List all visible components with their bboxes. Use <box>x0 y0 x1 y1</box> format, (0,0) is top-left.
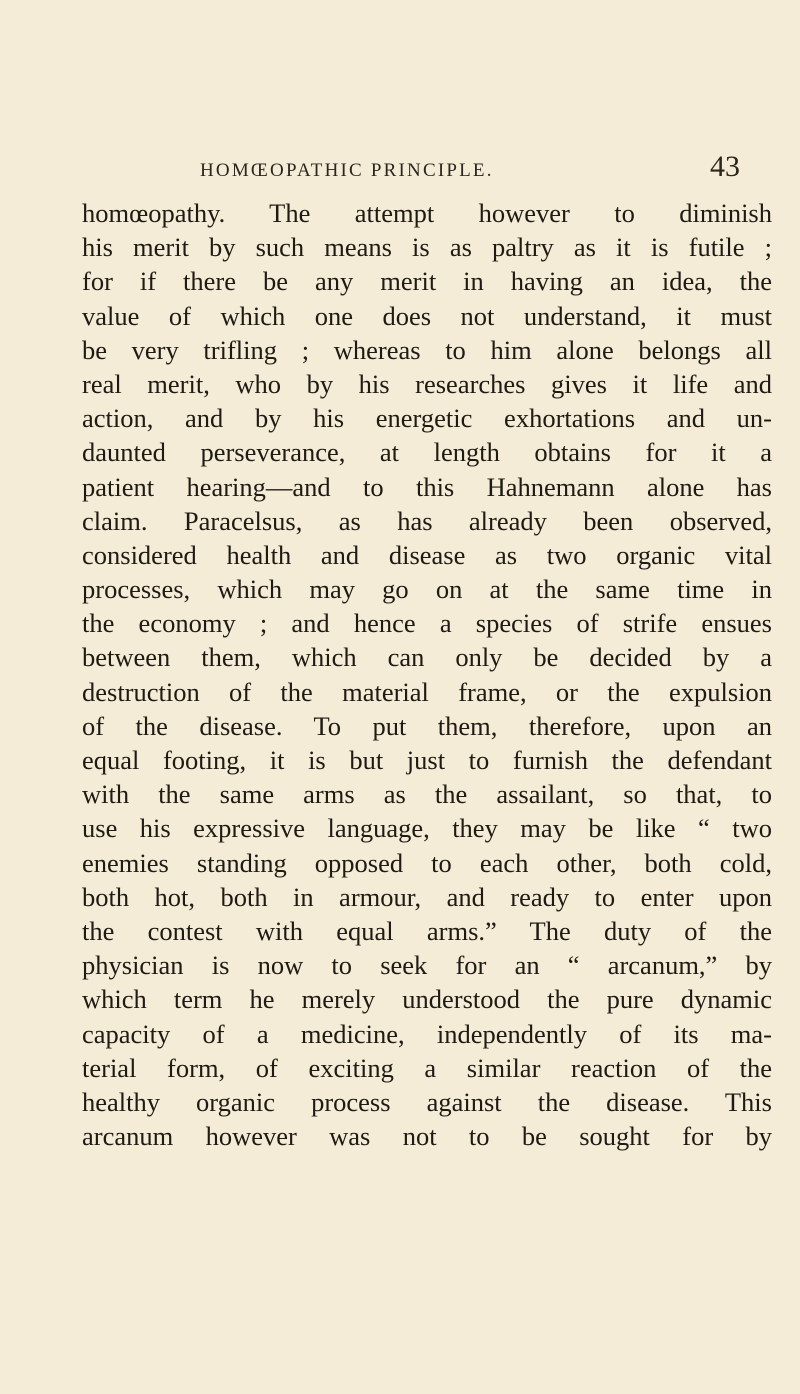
text-line: healthy organic process against the disease. This <box>82 1086 772 1117</box>
text-line: arcanum however was not to be sought for by <box>82 1121 772 1152</box>
text-line: action, and by his energetic exhortations and un- <box>82 403 772 434</box>
text-line: be very trifling ; whereas to him alone belongs all <box>82 334 772 365</box>
text-line: daunted perseverance, at length obtains for it a <box>82 437 772 468</box>
text-line: considered health and disease as two organic vital <box>82 539 772 570</box>
text-line: with the same arms as the assailant, so that, to <box>82 779 772 810</box>
text-line: destruction of the material frame, or the expulsion <box>82 676 772 707</box>
text-line: of the disease. To put them, therefore, upon an <box>82 710 772 741</box>
page-number: 43 <box>710 150 740 183</box>
text-line: physician is now to seek for an “ arcanum,” by <box>82 950 772 981</box>
text-line: his merit by such means is as paltry as it is futile ; <box>82 232 772 263</box>
text-line: terial form, of exciting a similar reaction of the <box>82 1052 772 1083</box>
text-line: real merit, who by his researches gives it life and <box>82 368 772 399</box>
running-head <box>0 150 800 198</box>
text-line: use his expressive language, they may be like “ two <box>82 813 772 844</box>
text-line: which term he merely understood the pure dynamic <box>82 984 772 1015</box>
text-line: between them, which can only be decided by a <box>82 642 772 673</box>
text-line: value of which one does not understand, it must <box>82 300 772 331</box>
running-title: HOMŒOPATHIC PRINCIPLE. <box>200 160 494 181</box>
text-line: homœopathy. The attempt however to diminish <box>82 198 772 228</box>
text-line: the contest with equal arms.” The duty of the <box>82 915 772 946</box>
text-line: the economy ; and hence a species of strife ensues <box>82 608 772 639</box>
text-line: enemies standing opposed to each other, both cold, <box>82 847 772 878</box>
text-line: processes, which may go on at the same time in <box>82 574 772 605</box>
text-line: patient hearing—and to this Hahnemann alone has <box>82 471 772 502</box>
text-line: for if there be any merit in having an idea, the <box>82 266 772 297</box>
text-line: both hot, both in armour, and ready to enter upon <box>82 881 772 912</box>
text-line: equal footing, it is but just to furnish the defendant <box>82 745 772 775</box>
body-text <box>82 196 772 1153</box>
text-line: claim. Paracelsus, as has already been observed, <box>82 505 772 536</box>
text-line: capacity of a medicine, independently of its ma- <box>82 1018 772 1049</box>
